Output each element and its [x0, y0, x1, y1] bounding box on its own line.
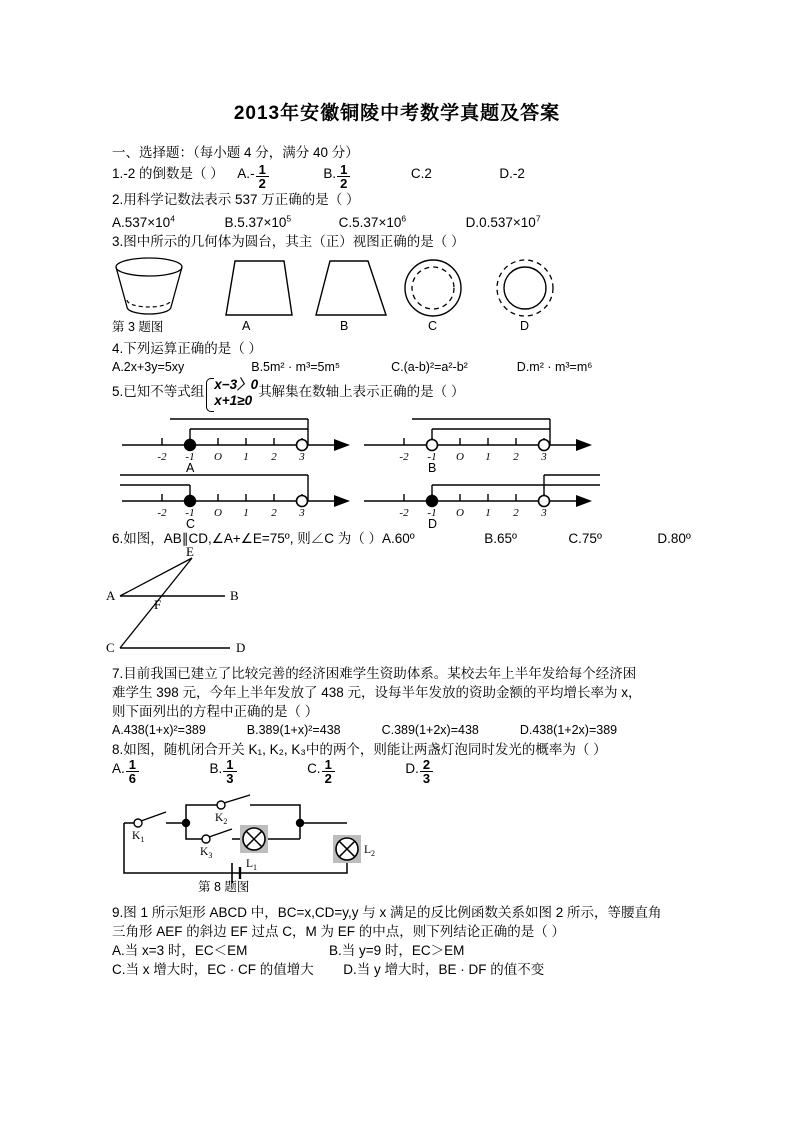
- fraction: $\frac{1}{2}$: [256, 164, 269, 190]
- q4-option-a[interactable]: A.2x+3y=5xy: [112, 359, 185, 374]
- section-heading: 一、选择题：（每小题 4 分，满分 40 分）: [112, 145, 359, 160]
- question-7-options: [112, 721, 684, 740]
- point-label-A: A: [106, 587, 116, 603]
- svg-text:3: 3: [541, 506, 547, 519]
- q9-option-b[interactable]: B.当 y=9 时，EC＞EM: [328, 942, 465, 958]
- point-label-D: D: [236, 639, 246, 655]
- q5-stem-post: 其解集在数轴上表示正确的是（ ）: [258, 383, 465, 399]
- q2-option-b[interactable]: $B.5.37\times 10^5$: [224, 213, 292, 230]
- svg-text:-2: -2: [157, 506, 167, 519]
- question-2-options: [112, 209, 684, 232]
- q7-option-c[interactable]: C.389(1+2x)=438: [381, 722, 479, 737]
- q5-option-d-label: D: [428, 516, 438, 531]
- question-5-stem: [112, 377, 684, 413]
- q9-option-d[interactable]: D.当 y 增大时，BE · DF 的值不变: [343, 961, 545, 977]
- q3-option-a-label: A: [242, 318, 251, 333]
- svg-text:3: 3: [299, 506, 305, 519]
- q2-option-c[interactable]: $C.5.37\times 10^6$: [338, 213, 407, 230]
- question-7-line-1: 7.目前我国已建立了比较完善的经济困难学生资助体系。某校去年上半年发给每个经济困: [112, 665, 637, 681]
- q6-option-c[interactable]: C.75º: [568, 530, 602, 546]
- question-6-stem: [112, 529, 691, 548]
- inequality-system: x−3〉0 x+1≥0: [204, 377, 258, 409]
- point-label-B: B: [230, 587, 239, 603]
- question-6-figure: [106, 543, 684, 664]
- q3-option-c-label: C: [428, 318, 438, 333]
- question-5-numberlines: [112, 413, 684, 531]
- point-label-C: C: [106, 639, 115, 655]
- question-4-options: [112, 358, 684, 377]
- q5-option-b-label: B: [428, 460, 437, 475]
- q3-figure-caption: 第 3 题图: [112, 319, 164, 334]
- q4-option-b[interactable]: B.5m² · m³=5m⁵: [251, 359, 341, 374]
- svg-text:2: 2: [271, 506, 277, 519]
- svg-text:1: 1: [485, 450, 491, 463]
- lamp-label-L1: $L_1$: [246, 857, 258, 872]
- switch-label-K2: $K_2$: [215, 811, 228, 826]
- question-9-line-2: 三角形 AEF 的斜边 EF 过点 C，M 为 EF 的中点，则下列结论正确的是（ ）: [112, 923, 566, 939]
- q8-figure-caption: 第 8 题图: [198, 879, 250, 894]
- svg-text:-2: -2: [399, 506, 409, 519]
- svg-text:2: 2: [513, 506, 519, 519]
- q5-stem-pre: 5.已知不等式组: [112, 383, 205, 399]
- svg-text:O: O: [214, 450, 222, 463]
- question-1: [112, 164, 684, 190]
- question-8-stem: 8.如图，随机闭合开关 K₁, K₂, K₃中的两个，则能让两盏灯泡同时发光的概率为（ ）: [112, 741, 607, 757]
- svg-text:1: 1: [485, 506, 491, 519]
- q5-option-c-numberline[interactable]: [122, 471, 372, 521]
- svg-text:3: 3: [541, 450, 547, 463]
- svg-text:2: 2: [513, 450, 519, 463]
- question-3-stem: 3.图中所示的几何体为圆台，其主（正）视图正确的是（ ）: [112, 233, 465, 249]
- fraction: $\frac{1}{6}$: [126, 759, 139, 785]
- question-7-line-3: 则下面列出的方程中正确的是（ ）: [112, 703, 319, 719]
- svg-text:O: O: [456, 450, 464, 463]
- q8-option-b[interactable]: B. $\frac{1}{3}$: [210, 761, 238, 776]
- q5-option-a-numberline[interactable]: [122, 415, 372, 465]
- fraction: $\frac{2}{3}$: [420, 759, 433, 785]
- q1-option-b[interactable]: B. $\frac{1}{2}$: [323, 166, 351, 181]
- q2-option-d[interactable]: $D.0.537\times 10^7$: [465, 213, 541, 230]
- q7-option-d[interactable]: D.438(1+2x)=389: [519, 722, 618, 737]
- switch-label-K1: $K_1$: [132, 829, 145, 844]
- question-4-stem: 4.下列运算正确的是（ ）: [112, 340, 263, 356]
- question-3-figures: [112, 251, 684, 339]
- fraction: $\frac{1}{2}$: [337, 164, 350, 190]
- q4-option-c[interactable]: C.(a-b)²=a²-b²: [391, 359, 468, 374]
- question-9-line-1: 9.图 1 所示矩形 ABCD 中，BC=x,CD=y,y 与 x 满足的反比例函数关系如图 2 所示，等腰直角: [112, 904, 662, 920]
- svg-text:O: O: [214, 506, 222, 519]
- question-9-options-row-1: [112, 941, 684, 960]
- q1-stem: 1.-2 的倒数是（ ）: [112, 166, 224, 181]
- svg-text:3: 3: [299, 450, 305, 463]
- q4-option-d[interactable]: D.m² · m³=m⁶: [516, 359, 593, 374]
- q7-option-b[interactable]: B.389(1+x)²=438: [246, 722, 341, 737]
- q8-option-a[interactable]: A. $\frac{1}{6}$: [112, 761, 140, 776]
- q6-option-d[interactable]: D.80º: [657, 530, 691, 546]
- q8-option-c[interactable]: C. $\frac{1}{2}$: [307, 761, 336, 776]
- svg-text:1: 1: [243, 506, 249, 519]
- fraction: $\frac{1}{2}$: [322, 759, 335, 785]
- page-title: 2013年安徽铜陵中考数学真题及答案: [233, 103, 561, 124]
- q3-option-d-label: D: [520, 318, 530, 333]
- svg-text:O: O: [456, 506, 464, 519]
- lamp-label-L2: $L_2$: [364, 843, 376, 858]
- svg-text:1: 1: [243, 450, 249, 463]
- q5-option-d-numberline[interactable]: [364, 471, 614, 521]
- q5-option-c-label: C: [186, 516, 196, 531]
- q3-option-b-shape[interactable]: [312, 259, 392, 319]
- q2-option-a[interactable]: $A.537\times 10^4$: [112, 213, 175, 230]
- q8-option-d[interactable]: D. $\frac{2}{3}$: [405, 761, 434, 776]
- fraction: $\frac{1}{3}$: [223, 759, 236, 785]
- q5-option-b-numberline[interactable]: [364, 415, 614, 465]
- question-9-options-row-2: [112, 960, 684, 979]
- q3-option-d-shape[interactable]: [492, 257, 558, 319]
- q9-option-a[interactable]: A.当 x=3 时，EC＜EM: [112, 942, 248, 958]
- q3-option-b-label: B: [340, 318, 349, 333]
- question-8-figure: [112, 789, 684, 899]
- question-2-stem: 2.用科学记数法表示 537 万正确的是（ ）: [112, 192, 360, 207]
- q3-option-c-shape[interactable]: [400, 257, 466, 319]
- svg-text:2: 2: [271, 450, 277, 463]
- q1-option-c[interactable]: C.2: [410, 166, 432, 181]
- q7-option-a[interactable]: A.438(1+x)²=389: [112, 722, 206, 737]
- point-label-F: F: [154, 596, 162, 612]
- frustum-figure: [112, 255, 190, 317]
- svg-text:-1: -1: [185, 506, 195, 519]
- svg-text:-2: -2: [157, 450, 167, 463]
- question-7-line-2: 难学生 398 元，今年上半年发放了 438 元，设每半年发放的资助金额的平均增长率为 x，: [112, 684, 642, 700]
- q3-option-a-shape[interactable]: [218, 259, 296, 319]
- point-label-E: E: [186, 543, 194, 559]
- switch-label-K3: $K_3$: [200, 845, 213, 860]
- q1-option-a[interactable]: A.- $\frac{1}{2}$: [237, 166, 270, 181]
- q1-option-d[interactable]: D.-2: [499, 166, 525, 181]
- q5-option-a-label: A: [186, 460, 195, 475]
- exam-body: [106, 143, 691, 979]
- question-8-options: [112, 756, 684, 789]
- q6-stem-text: 6.如图，AB∥CD,∠A+∠E=75º, 则∠C 为（ ）A.60º: [112, 530, 415, 546]
- svg-text:-1: -1: [185, 450, 195, 463]
- q9-option-c[interactable]: C.当 x 增大时，EC · CF 的值增大: [112, 961, 314, 977]
- svg-text:-2: -2: [399, 450, 409, 463]
- q6-option-b[interactable]: B.65º: [484, 530, 517, 546]
- svg-text:-1: -1: [427, 506, 437, 519]
- svg-text:-1: -1: [427, 450, 437, 463]
